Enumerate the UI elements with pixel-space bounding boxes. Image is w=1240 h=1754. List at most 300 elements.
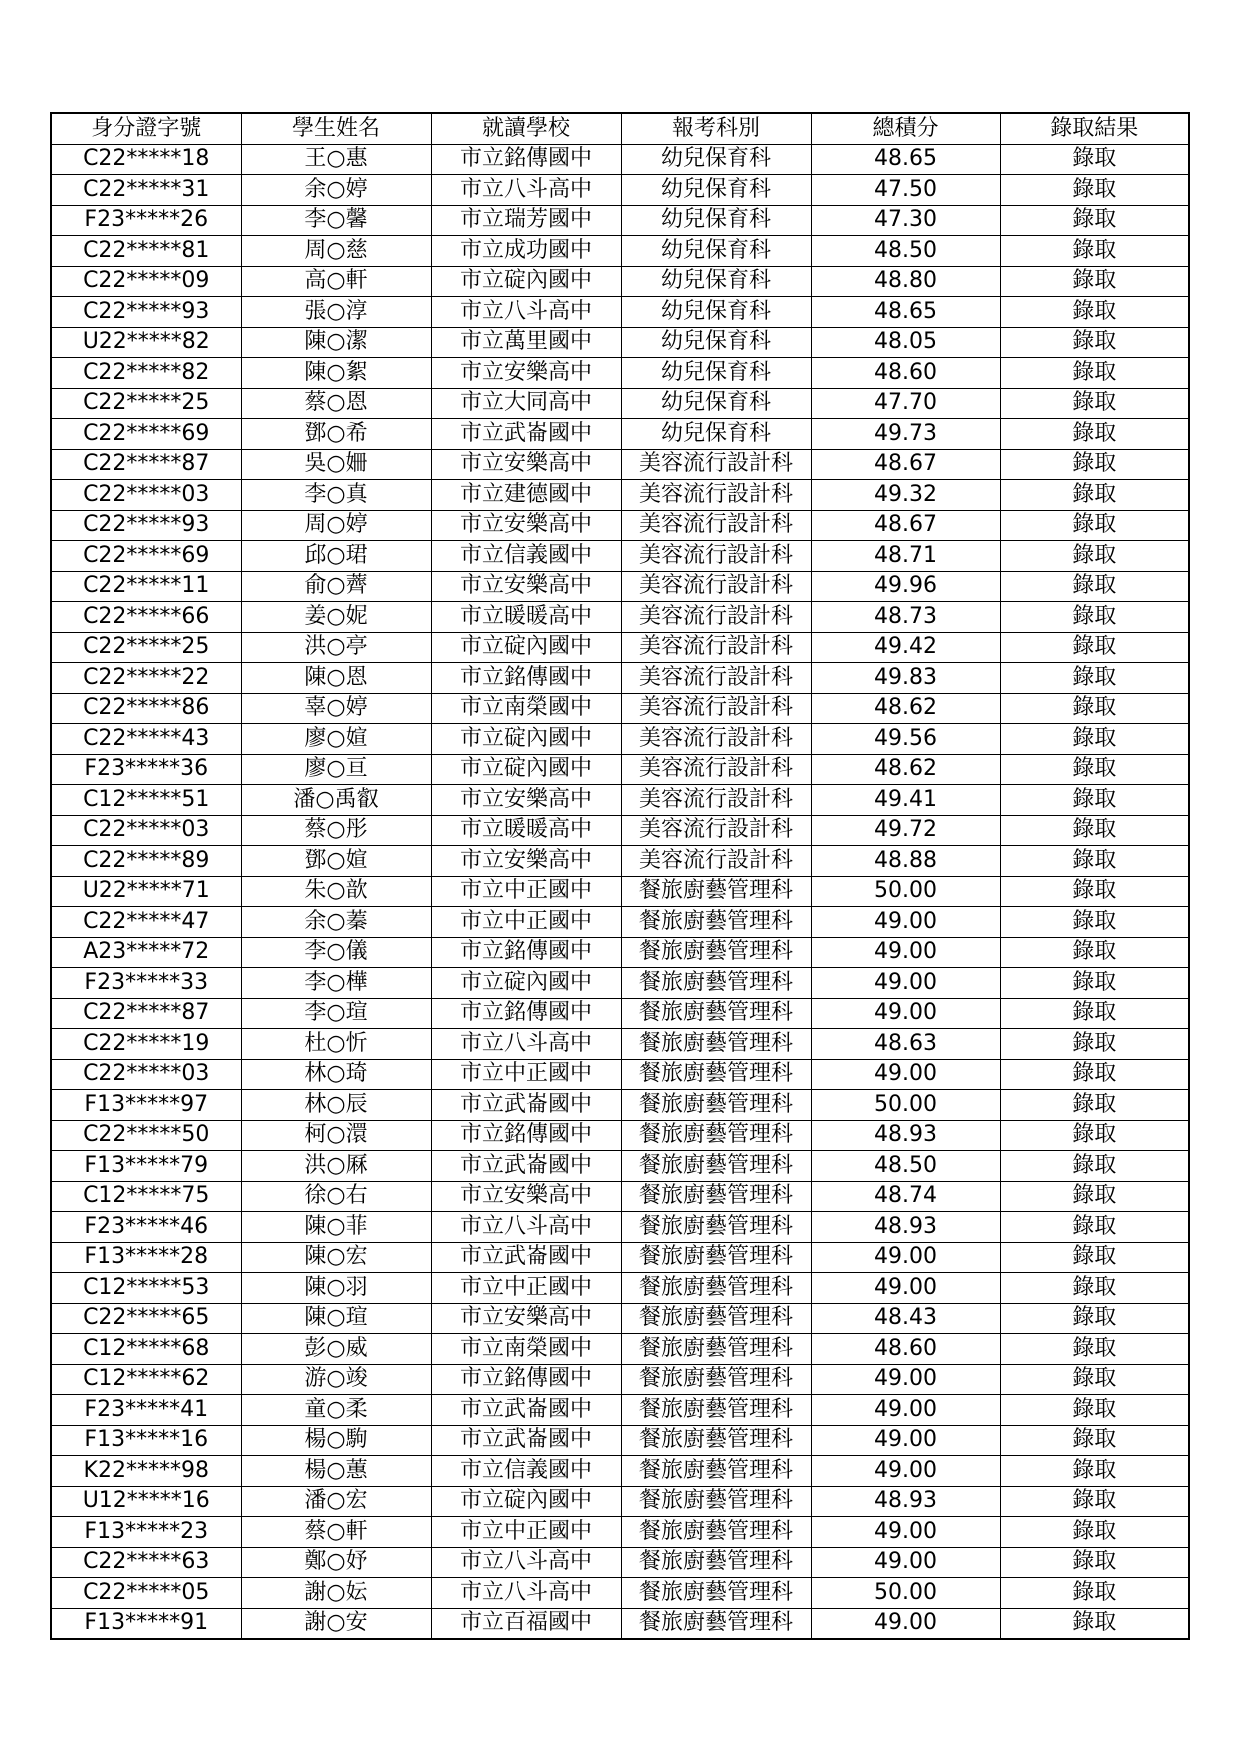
cell-school: 市立銘傳國中 [431, 663, 621, 694]
cell-school: 市立碇內國中 [431, 266, 621, 297]
cell-id-number: C22*****11 [51, 571, 241, 602]
header-total-score: 總積分 [811, 113, 1000, 144]
cell-id-number: C22*****09 [51, 266, 241, 297]
cell-id-number: C22*****87 [51, 998, 241, 1029]
cell-total-score: 48.05 [811, 327, 1000, 358]
table-row [51, 1303, 1189, 1334]
cell-result: 錄取 [1000, 144, 1189, 175]
table-row [51, 1090, 1189, 1121]
cell-school: 市立八斗高中 [431, 297, 621, 328]
cell-id-number: C22*****69 [51, 419, 241, 450]
cell-school: 市立成功國中 [431, 236, 621, 267]
cell-id-number: C22*****03 [51, 815, 241, 846]
cell-school: 市立八斗高中 [431, 1029, 621, 1060]
cell-department: 餐旅廚藝管理科 [621, 1120, 811, 1151]
cell-school: 市立建德國中 [431, 480, 621, 511]
cell-school: 市立安樂高中 [431, 358, 621, 389]
cell-department: 餐旅廚藝管理科 [621, 998, 811, 1029]
table-row [51, 1425, 1189, 1456]
table-row [51, 1517, 1189, 1548]
cell-department: 幼兒保育科 [621, 236, 811, 267]
table-row [51, 968, 1189, 999]
cell-total-score: 50.00 [811, 1578, 1000, 1609]
table-row [51, 1486, 1189, 1517]
cell-department: 美容流行設計科 [621, 632, 811, 663]
cell-student-name: 廖○亘 [241, 754, 431, 785]
cell-result: 錄取 [1000, 1181, 1189, 1212]
cell-school: 市立銘傳國中 [431, 1120, 621, 1151]
table-row [51, 480, 1189, 511]
cell-student-name: 謝○妘 [241, 1578, 431, 1609]
cell-department: 餐旅廚藝管理科 [621, 1090, 811, 1121]
cell-department: 餐旅廚藝管理科 [621, 1212, 811, 1243]
cell-total-score: 49.00 [811, 937, 1000, 968]
cell-result: 錄取 [1000, 907, 1189, 938]
cell-id-number: C12*****53 [51, 1273, 241, 1304]
cell-school: 市立安樂高中 [431, 1303, 621, 1334]
cell-department: 餐旅廚藝管理科 [621, 1425, 811, 1456]
cell-total-score: 48.93 [811, 1120, 1000, 1151]
table-row [51, 449, 1189, 480]
cell-id-number: A23*****72 [51, 937, 241, 968]
cell-school: 市立暖暖高中 [431, 602, 621, 633]
cell-total-score: 49.00 [811, 1395, 1000, 1426]
admission-list-sheet [50, 112, 1188, 1640]
table-header-row [51, 113, 1189, 144]
cell-id-number: C22*****47 [51, 907, 241, 938]
cell-result: 錄取 [1000, 1090, 1189, 1121]
cell-school: 市立碇內國中 [431, 754, 621, 785]
cell-id-number: U22*****82 [51, 327, 241, 358]
cell-id-number: C22*****25 [51, 632, 241, 663]
cell-id-number: C22*****22 [51, 663, 241, 694]
cell-result: 錄取 [1000, 815, 1189, 846]
cell-student-name: 柯○澴 [241, 1120, 431, 1151]
cell-result: 錄取 [1000, 236, 1189, 267]
cell-total-score: 49.32 [811, 480, 1000, 511]
cell-result: 錄取 [1000, 937, 1189, 968]
cell-result: 錄取 [1000, 175, 1189, 206]
cell-department: 美容流行設計科 [621, 846, 811, 877]
table-row [51, 998, 1189, 1029]
cell-total-score: 49.00 [811, 1547, 1000, 1578]
cell-total-score: 47.70 [811, 388, 1000, 419]
cell-student-name: 潘○禹叡 [241, 785, 431, 816]
cell-result: 錄取 [1000, 1517, 1189, 1548]
cell-department: 餐旅廚藝管理科 [621, 1608, 811, 1639]
cell-total-score: 49.00 [811, 1059, 1000, 1090]
header-result: 錄取結果 [1000, 113, 1189, 144]
cell-result: 錄取 [1000, 1212, 1189, 1243]
cell-student-name: 朱○歆 [241, 876, 431, 907]
cell-id-number: F13*****23 [51, 1517, 241, 1548]
cell-id-number: C12*****68 [51, 1334, 241, 1365]
cell-school: 市立南榮國中 [431, 693, 621, 724]
cell-department: 美容流行設計科 [621, 541, 811, 572]
cell-total-score: 48.65 [811, 144, 1000, 175]
cell-id-number: C22*****31 [51, 175, 241, 206]
cell-school: 市立信義國中 [431, 1456, 621, 1487]
cell-result: 錄取 [1000, 602, 1189, 633]
cell-department: 餐旅廚藝管理科 [621, 1578, 811, 1609]
cell-student-name: 周○婷 [241, 510, 431, 541]
cell-student-name: 李○馨 [241, 205, 431, 236]
cell-total-score: 48.63 [811, 1029, 1000, 1060]
cell-student-name: 張○淳 [241, 297, 431, 328]
cell-result: 錄取 [1000, 1425, 1189, 1456]
table-row [51, 1364, 1189, 1395]
cell-department: 餐旅廚藝管理科 [621, 876, 811, 907]
cell-student-name: 余○蓁 [241, 907, 431, 938]
cell-result: 錄取 [1000, 1303, 1189, 1334]
cell-result: 錄取 [1000, 1059, 1189, 1090]
cell-total-score: 49.00 [811, 1364, 1000, 1395]
cell-school: 市立碇內國中 [431, 632, 621, 663]
cell-id-number: C22*****93 [51, 510, 241, 541]
cell-result: 錄取 [1000, 510, 1189, 541]
table-row [51, 724, 1189, 755]
cell-school: 市立八斗高中 [431, 1212, 621, 1243]
cell-department: 餐旅廚藝管理科 [621, 968, 811, 999]
admission-table [50, 112, 1190, 1640]
cell-student-name: 徐○右 [241, 1181, 431, 1212]
cell-result: 錄取 [1000, 968, 1189, 999]
cell-id-number: C22*****19 [51, 1029, 241, 1060]
table-row [51, 1547, 1189, 1578]
cell-id-number: F13*****16 [51, 1425, 241, 1456]
cell-school: 市立八斗高中 [431, 175, 621, 206]
table-row [51, 388, 1189, 419]
cell-id-number: C22*****50 [51, 1120, 241, 1151]
cell-student-name: 鄭○妤 [241, 1547, 431, 1578]
cell-result: 錄取 [1000, 388, 1189, 419]
cell-total-score: 49.56 [811, 724, 1000, 755]
cell-department: 幼兒保育科 [621, 297, 811, 328]
header-department: 報考科別 [621, 113, 811, 144]
cell-department: 幼兒保育科 [621, 358, 811, 389]
cell-department: 餐旅廚藝管理科 [621, 1273, 811, 1304]
cell-id-number: C22*****65 [51, 1303, 241, 1334]
cell-school: 市立碇內國中 [431, 968, 621, 999]
cell-total-score: 48.50 [811, 236, 1000, 267]
table-row [51, 205, 1189, 236]
cell-result: 錄取 [1000, 663, 1189, 694]
cell-result: 錄取 [1000, 541, 1189, 572]
cell-total-score: 50.00 [811, 876, 1000, 907]
cell-id-number: C22*****93 [51, 297, 241, 328]
table-row [51, 1212, 1189, 1243]
cell-total-score: 48.71 [811, 541, 1000, 572]
table-row [51, 1029, 1189, 1060]
cell-school: 市立武崙國中 [431, 1151, 621, 1182]
cell-id-number: C22*****03 [51, 480, 241, 511]
cell-student-name: 陳○恩 [241, 663, 431, 694]
cell-id-number: C22*****66 [51, 602, 241, 633]
cell-result: 錄取 [1000, 876, 1189, 907]
header-student-name: 學生姓名 [241, 113, 431, 144]
cell-student-name: 蔡○軒 [241, 1517, 431, 1548]
cell-school: 市立銘傳國中 [431, 1364, 621, 1395]
cell-total-score: 48.67 [811, 449, 1000, 480]
cell-student-name: 洪○厤 [241, 1151, 431, 1182]
cell-student-name: 楊○蕙 [241, 1456, 431, 1487]
table-row [51, 693, 1189, 724]
cell-department: 餐旅廚藝管理科 [621, 1456, 811, 1487]
cell-id-number: C22*****82 [51, 358, 241, 389]
cell-result: 錄取 [1000, 571, 1189, 602]
cell-total-score: 49.00 [811, 1608, 1000, 1639]
cell-school: 市立銘傳國中 [431, 937, 621, 968]
table-row [51, 541, 1189, 572]
cell-student-name: 杜○忻 [241, 1029, 431, 1060]
cell-result: 錄取 [1000, 1334, 1189, 1365]
cell-id-number: F23*****46 [51, 1212, 241, 1243]
cell-school: 市立碇內國中 [431, 1486, 621, 1517]
table-row [51, 266, 1189, 297]
cell-id-number: C22*****69 [51, 541, 241, 572]
table-row [51, 1242, 1189, 1273]
cell-department: 美容流行設計科 [621, 449, 811, 480]
cell-school: 市立中正國中 [431, 1059, 621, 1090]
cell-result: 錄取 [1000, 419, 1189, 450]
cell-result: 錄取 [1000, 1364, 1189, 1395]
cell-total-score: 48.60 [811, 1334, 1000, 1365]
cell-student-name: 鄧○媗 [241, 846, 431, 877]
cell-student-name: 王○惠 [241, 144, 431, 175]
cell-student-name: 陳○羽 [241, 1273, 431, 1304]
cell-id-number: C22*****25 [51, 388, 241, 419]
cell-student-name: 楊○駒 [241, 1425, 431, 1456]
cell-department: 幼兒保育科 [621, 419, 811, 450]
cell-student-name: 謝○安 [241, 1608, 431, 1639]
cell-student-name: 林○辰 [241, 1090, 431, 1121]
cell-school: 市立安樂高中 [431, 449, 621, 480]
cell-department: 餐旅廚藝管理科 [621, 1059, 811, 1090]
cell-student-name: 李○樺 [241, 968, 431, 999]
cell-department: 餐旅廚藝管理科 [621, 1334, 811, 1365]
table-row [51, 571, 1189, 602]
cell-id-number: F23*****26 [51, 205, 241, 236]
cell-result: 錄取 [1000, 724, 1189, 755]
cell-student-name: 陳○菲 [241, 1212, 431, 1243]
cell-student-name: 高○軒 [241, 266, 431, 297]
cell-total-score: 49.00 [811, 968, 1000, 999]
cell-department: 幼兒保育科 [621, 205, 811, 236]
cell-id-number: C22*****81 [51, 236, 241, 267]
cell-result: 錄取 [1000, 297, 1189, 328]
cell-school: 市立安樂高中 [431, 846, 621, 877]
cell-total-score: 48.80 [811, 266, 1000, 297]
cell-student-name: 洪○亭 [241, 632, 431, 663]
cell-result: 錄取 [1000, 358, 1189, 389]
cell-result: 錄取 [1000, 1456, 1189, 1487]
cell-student-name: 李○真 [241, 480, 431, 511]
cell-school: 市立中正國中 [431, 1517, 621, 1548]
table-row [51, 846, 1189, 877]
cell-total-score: 48.93 [811, 1486, 1000, 1517]
cell-school: 市立中正國中 [431, 876, 621, 907]
cell-result: 錄取 [1000, 1608, 1189, 1639]
table-row [51, 144, 1189, 175]
cell-total-score: 48.67 [811, 510, 1000, 541]
table-row [51, 907, 1189, 938]
table-row [51, 1334, 1189, 1365]
cell-result: 錄取 [1000, 1547, 1189, 1578]
cell-student-name: 周○慈 [241, 236, 431, 267]
header-school: 就讀學校 [431, 113, 621, 144]
cell-department: 餐旅廚藝管理科 [621, 1303, 811, 1334]
cell-student-name: 彭○威 [241, 1334, 431, 1365]
cell-total-score: 48.60 [811, 358, 1000, 389]
cell-result: 錄取 [1000, 1395, 1189, 1426]
cell-school: 市立銘傳國中 [431, 998, 621, 1029]
table-row [51, 1120, 1189, 1151]
cell-result: 錄取 [1000, 1120, 1189, 1151]
cell-student-name: 蔡○恩 [241, 388, 431, 419]
cell-id-number: C22*****05 [51, 1578, 241, 1609]
cell-department: 餐旅廚藝管理科 [621, 1395, 811, 1426]
table-row [51, 1273, 1189, 1304]
cell-student-name: 邱○珺 [241, 541, 431, 572]
cell-total-score: 49.41 [811, 785, 1000, 816]
cell-total-score: 49.00 [811, 1242, 1000, 1273]
cell-school: 市立武崙國中 [431, 1395, 621, 1426]
cell-school: 市立八斗高中 [431, 1547, 621, 1578]
cell-id-number: F23*****33 [51, 968, 241, 999]
cell-id-number: C22*****63 [51, 1547, 241, 1578]
cell-school: 市立八斗高中 [431, 1578, 621, 1609]
cell-department: 美容流行設計科 [621, 724, 811, 755]
cell-school: 市立武崙國中 [431, 1090, 621, 1121]
cell-total-score: 49.00 [811, 1273, 1000, 1304]
cell-total-score: 48.65 [811, 297, 1000, 328]
cell-department: 美容流行設計科 [621, 815, 811, 846]
table-row [51, 175, 1189, 206]
cell-department: 美容流行設計科 [621, 693, 811, 724]
cell-result: 錄取 [1000, 785, 1189, 816]
cell-student-name: 陳○潔 [241, 327, 431, 358]
cell-student-name: 陳○絮 [241, 358, 431, 389]
cell-total-score: 49.00 [811, 1517, 1000, 1548]
cell-result: 錄取 [1000, 1242, 1189, 1273]
cell-department: 美容流行設計科 [621, 785, 811, 816]
cell-total-score: 49.73 [811, 419, 1000, 450]
cell-result: 錄取 [1000, 846, 1189, 877]
cell-school: 市立中正國中 [431, 907, 621, 938]
cell-department: 幼兒保育科 [621, 266, 811, 297]
table-row [51, 1181, 1189, 1212]
cell-student-name: 余○婷 [241, 175, 431, 206]
cell-student-name: 童○柔 [241, 1395, 431, 1426]
cell-id-number: C12*****75 [51, 1181, 241, 1212]
cell-total-score: 48.62 [811, 754, 1000, 785]
cell-student-name: 李○瑄 [241, 998, 431, 1029]
cell-department: 餐旅廚藝管理科 [621, 1242, 811, 1273]
cell-result: 錄取 [1000, 327, 1189, 358]
cell-total-score: 48.88 [811, 846, 1000, 877]
cell-result: 錄取 [1000, 632, 1189, 663]
cell-school: 市立百福國中 [431, 1608, 621, 1639]
table-row [51, 815, 1189, 846]
cell-school: 市立碇內國中 [431, 724, 621, 755]
cell-student-name: 李○儀 [241, 937, 431, 968]
cell-department: 餐旅廚藝管理科 [621, 937, 811, 968]
table-row [51, 1395, 1189, 1426]
cell-school: 市立安樂高中 [431, 510, 621, 541]
cell-id-number: U12*****16 [51, 1486, 241, 1517]
cell-id-number: F23*****41 [51, 1395, 241, 1426]
cell-school: 市立安樂高中 [431, 785, 621, 816]
cell-department: 餐旅廚藝管理科 [621, 1181, 811, 1212]
cell-department: 餐旅廚藝管理科 [621, 1029, 811, 1060]
cell-department: 幼兒保育科 [621, 144, 811, 175]
cell-department: 餐旅廚藝管理科 [621, 1364, 811, 1395]
cell-school: 市立武崙國中 [431, 419, 621, 450]
cell-department: 美容流行設計科 [621, 663, 811, 694]
cell-id-number: F13*****28 [51, 1242, 241, 1273]
cell-id-number: U22*****71 [51, 876, 241, 907]
table-row [51, 358, 1189, 389]
cell-id-number: C22*****03 [51, 1059, 241, 1090]
cell-total-score: 49.42 [811, 632, 1000, 663]
table-row [51, 876, 1189, 907]
cell-student-name: 吳○姍 [241, 449, 431, 480]
table-row [51, 1059, 1189, 1090]
cell-student-name: 林○琦 [241, 1059, 431, 1090]
cell-id-number: C22*****18 [51, 144, 241, 175]
cell-department: 餐旅廚藝管理科 [621, 1486, 811, 1517]
cell-department: 餐旅廚藝管理科 [621, 1517, 811, 1548]
cell-student-name: 廖○媗 [241, 724, 431, 755]
cell-total-score: 47.50 [811, 175, 1000, 206]
cell-total-score: 49.00 [811, 998, 1000, 1029]
cell-total-score: 48.73 [811, 602, 1000, 633]
cell-id-number: C22*****87 [51, 449, 241, 480]
cell-school: 市立安樂高中 [431, 1181, 621, 1212]
cell-result: 錄取 [1000, 1578, 1189, 1609]
cell-total-score: 49.00 [811, 907, 1000, 938]
table-row [51, 419, 1189, 450]
cell-total-score: 48.74 [811, 1181, 1000, 1212]
cell-total-score: 48.50 [811, 1151, 1000, 1182]
cell-id-number: C22*****43 [51, 724, 241, 755]
cell-school: 市立萬里國中 [431, 327, 621, 358]
table-row [51, 785, 1189, 816]
cell-total-score: 50.00 [811, 1090, 1000, 1121]
cell-total-score: 48.62 [811, 693, 1000, 724]
cell-department: 餐旅廚藝管理科 [621, 1547, 811, 1578]
cell-department: 美容流行設計科 [621, 480, 811, 511]
cell-school: 市立武崙國中 [431, 1425, 621, 1456]
cell-school: 市立中正國中 [431, 1273, 621, 1304]
table-row [51, 327, 1189, 358]
table-row [51, 663, 1189, 694]
cell-result: 錄取 [1000, 754, 1189, 785]
header-id-number: 身分證字號 [51, 113, 241, 144]
cell-total-score: 49.83 [811, 663, 1000, 694]
cell-result: 錄取 [1000, 266, 1189, 297]
cell-student-name: 鄧○希 [241, 419, 431, 450]
cell-total-score: 48.43 [811, 1303, 1000, 1334]
cell-student-name: 陳○瑄 [241, 1303, 431, 1334]
cell-student-name: 陳○宏 [241, 1242, 431, 1273]
cell-school: 市立信義國中 [431, 541, 621, 572]
cell-id-number: C12*****62 [51, 1364, 241, 1395]
cell-total-score: 47.30 [811, 205, 1000, 236]
cell-result: 錄取 [1000, 998, 1189, 1029]
cell-department: 幼兒保育科 [621, 175, 811, 206]
cell-department: 美容流行設計科 [621, 754, 811, 785]
